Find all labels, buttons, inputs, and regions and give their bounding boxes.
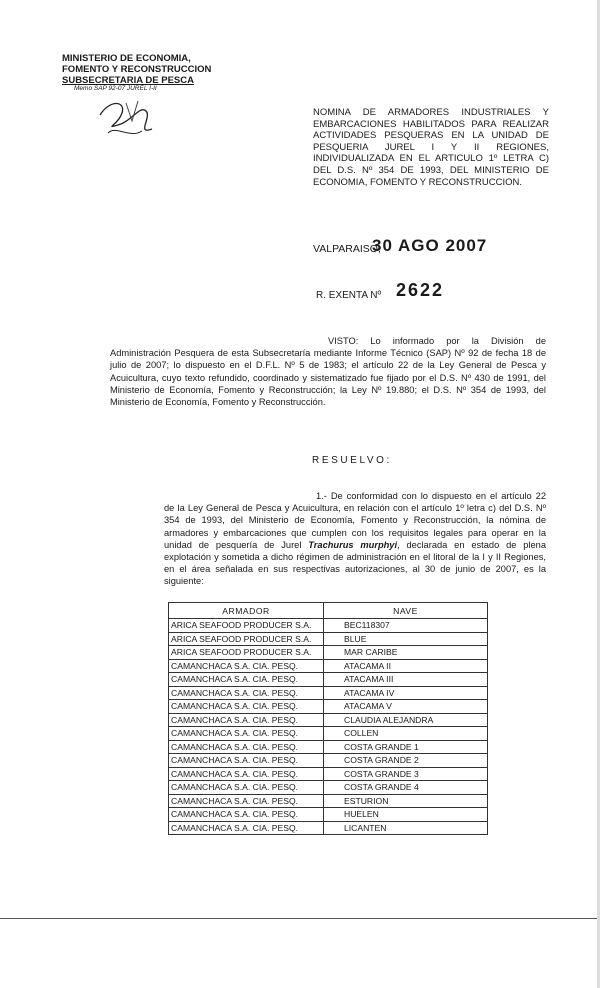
armadores-table — [168, 602, 488, 835]
nave-cell: COSTA GRANDE 4 — [324, 781, 488, 795]
column-header-nave: NAVE — [324, 603, 488, 619]
ministry-header — [62, 53, 211, 86]
page-break-line — [0, 918, 600, 919]
resolution-title: NOMINA DE ARMADORES INDUSTRIALES Y EMBARCACIONES HABILITADOS PARA REALIZAR ACTIVIDADES PESQUERAS EN LA UNIDAD DE PESQUERIA JUREL I Y II REGIONES, INDIVIDUALIZADA EN EL ARTICULO 1º LETRA C) DEL D.S. Nº 354 DE 1993, DEL MINISTERIO DE ECONOMIA, FOMENTO Y RECONSTRUCCION. — [313, 107, 549, 188]
nave-cell: COSTA GRANDE 1 — [324, 740, 488, 754]
armador-cell: CAMANCHACA S.A. CIA. PESQ. — [169, 727, 324, 741]
armador-cell: CAMANCHACA S.A. CIA. PESQ. — [169, 781, 324, 795]
nave-cell: BLUE — [324, 632, 488, 646]
resolution-label: R. EXENTA Nº — [316, 290, 382, 301]
date-stamp: 30 AGO 2007 — [372, 236, 488, 255]
table-row — [169, 808, 488, 822]
initials-stamp — [96, 95, 158, 145]
nave-cell: COSTA GRANDE 2 — [324, 754, 488, 768]
armador-cell: CAMANCHACA S.A. CIA. PESQ. — [169, 713, 324, 727]
armador-cell: CAMANCHACA S.A. CIA. PESQ. — [169, 754, 324, 768]
table-row — [169, 767, 488, 781]
table-row — [169, 632, 488, 646]
nave-cell: CLAUDIA ALEJANDRA — [324, 713, 488, 727]
memo-reference: Memo SAP 92-07 JUREL I-II — [74, 85, 157, 92]
table-row — [169, 727, 488, 741]
subsecretaria-name: SUBSECRETARIA DE PESCA — [62, 75, 194, 86]
armador-cell: CAMANCHACA S.A. CIA. PESQ. — [169, 659, 324, 673]
article-1-text-after: , declarada en estado de plena explotación y sometida a dicho régimen de administración en el litoral de la I y II Regiones, en el área señalada en sus respectivas autorizaciones, al 30 de junio de 2007, es la siguiente: — [164, 539, 546, 587]
nave-cell: ATACAMA V — [324, 700, 488, 714]
nave-cell: ESTURION — [324, 794, 488, 808]
table-row — [169, 713, 488, 727]
table-row — [169, 659, 488, 673]
nave-cell: MAR CARIBE — [324, 646, 488, 660]
resolution-number: 2622 — [396, 280, 445, 300]
table-row — [169, 821, 488, 835]
armador-cell: ARICA SEAFOOD PRODUCER S.A. — [169, 646, 324, 660]
armador-cell: ARICA SEAFOOD PRODUCER S.A. — [169, 632, 324, 646]
table-header-row — [169, 603, 488, 619]
nave-cell: LICANTEN — [324, 821, 488, 835]
nave-cell: ATACAMA IV — [324, 686, 488, 700]
ministry-name-line1: MINISTERIO DE ECONOMIA, — [62, 53, 191, 64]
nave-cell: HUELEN — [324, 808, 488, 822]
table-row — [169, 700, 488, 714]
nave-cell: ATACAMA III — [324, 673, 488, 687]
nave-cell: COSTA GRANDE 3 — [324, 767, 488, 781]
article-1-paragraph — [164, 490, 546, 588]
visto-paragraph: VISTO: Lo informado por la División de Administración Pesquera de esta Subsecretaría mediante Informe Técnico (SAP) Nº 92 de fecha 18 de julio de 2007; lo dispuesto en el D.F.L. Nº 5 de 1983; el artículo 22 de la Ley General de Pesca y Acuicultura, cuyo texto refundido, coordinado y sistematizado fue fijado por el D.S. Nº 430 de 1991, del Ministerio de Economía, Fomento y Reconstrucción; la Ley Nº 19.880; el D.S. Nº 354 de 1993, del Ministerio de Economía, Fomento y Reconstrucción. — [110, 336, 546, 408]
armador-cell: CAMANCHACA S.A. CIA. PESQ. — [169, 673, 324, 687]
nave-cell: BEC118307 — [324, 619, 488, 633]
table-row — [169, 686, 488, 700]
nave-cell: COLLEN — [324, 727, 488, 741]
armador-cell: CAMANCHACA S.A. CIA. PESQ. — [169, 808, 324, 822]
ministry-name-line2: FOMENTO Y RECONSTRUCCION — [62, 64, 212, 75]
resuelvo-heading: RESUELVO: — [312, 455, 392, 466]
table-row — [169, 673, 488, 687]
article-1-text-before: 1.- De conformidad con lo dispuesto en el artículo 22 de la Ley General de Pesca y Acuicultura, en relación con el artículo 1º letra c) del D.S. Nº 354 de 1993, del Ministerio de Economía, Fomento y Reconstrucción, la nómina de armadores y embarcaciones que cumplen con los requisitos legales para operar en la unidad de pesquería de Jurel — [164, 491, 546, 550]
nave-cell: ATACAMA II — [324, 659, 488, 673]
table-row — [169, 754, 488, 768]
armador-cell: CAMANCHACA S.A. CIA. PESQ. — [169, 821, 324, 835]
table-row — [169, 646, 488, 660]
table-row — [169, 794, 488, 808]
species-name: Trachurus murphyi — [308, 539, 398, 550]
table-row — [169, 740, 488, 754]
armador-cell: CAMANCHACA S.A. CIA. PESQ. — [169, 767, 324, 781]
table-row — [169, 619, 488, 633]
armador-cell: ARICA SEAFOOD PRODUCER S.A. — [169, 619, 324, 633]
place-label: VALPARAISO, — [313, 243, 381, 255]
armador-cell: CAMANCHACA S.A. CIA. PESQ. — [169, 686, 324, 700]
armador-cell: CAMANCHACA S.A. CIA. PESQ. — [169, 794, 324, 808]
column-header-armador: ARMADOR — [169, 603, 324, 619]
armador-cell: CAMANCHACA S.A. CIA. PESQ. — [169, 700, 324, 714]
table-row — [169, 781, 488, 795]
armador-cell: CAMANCHACA S.A. CIA. PESQ. — [169, 740, 324, 754]
